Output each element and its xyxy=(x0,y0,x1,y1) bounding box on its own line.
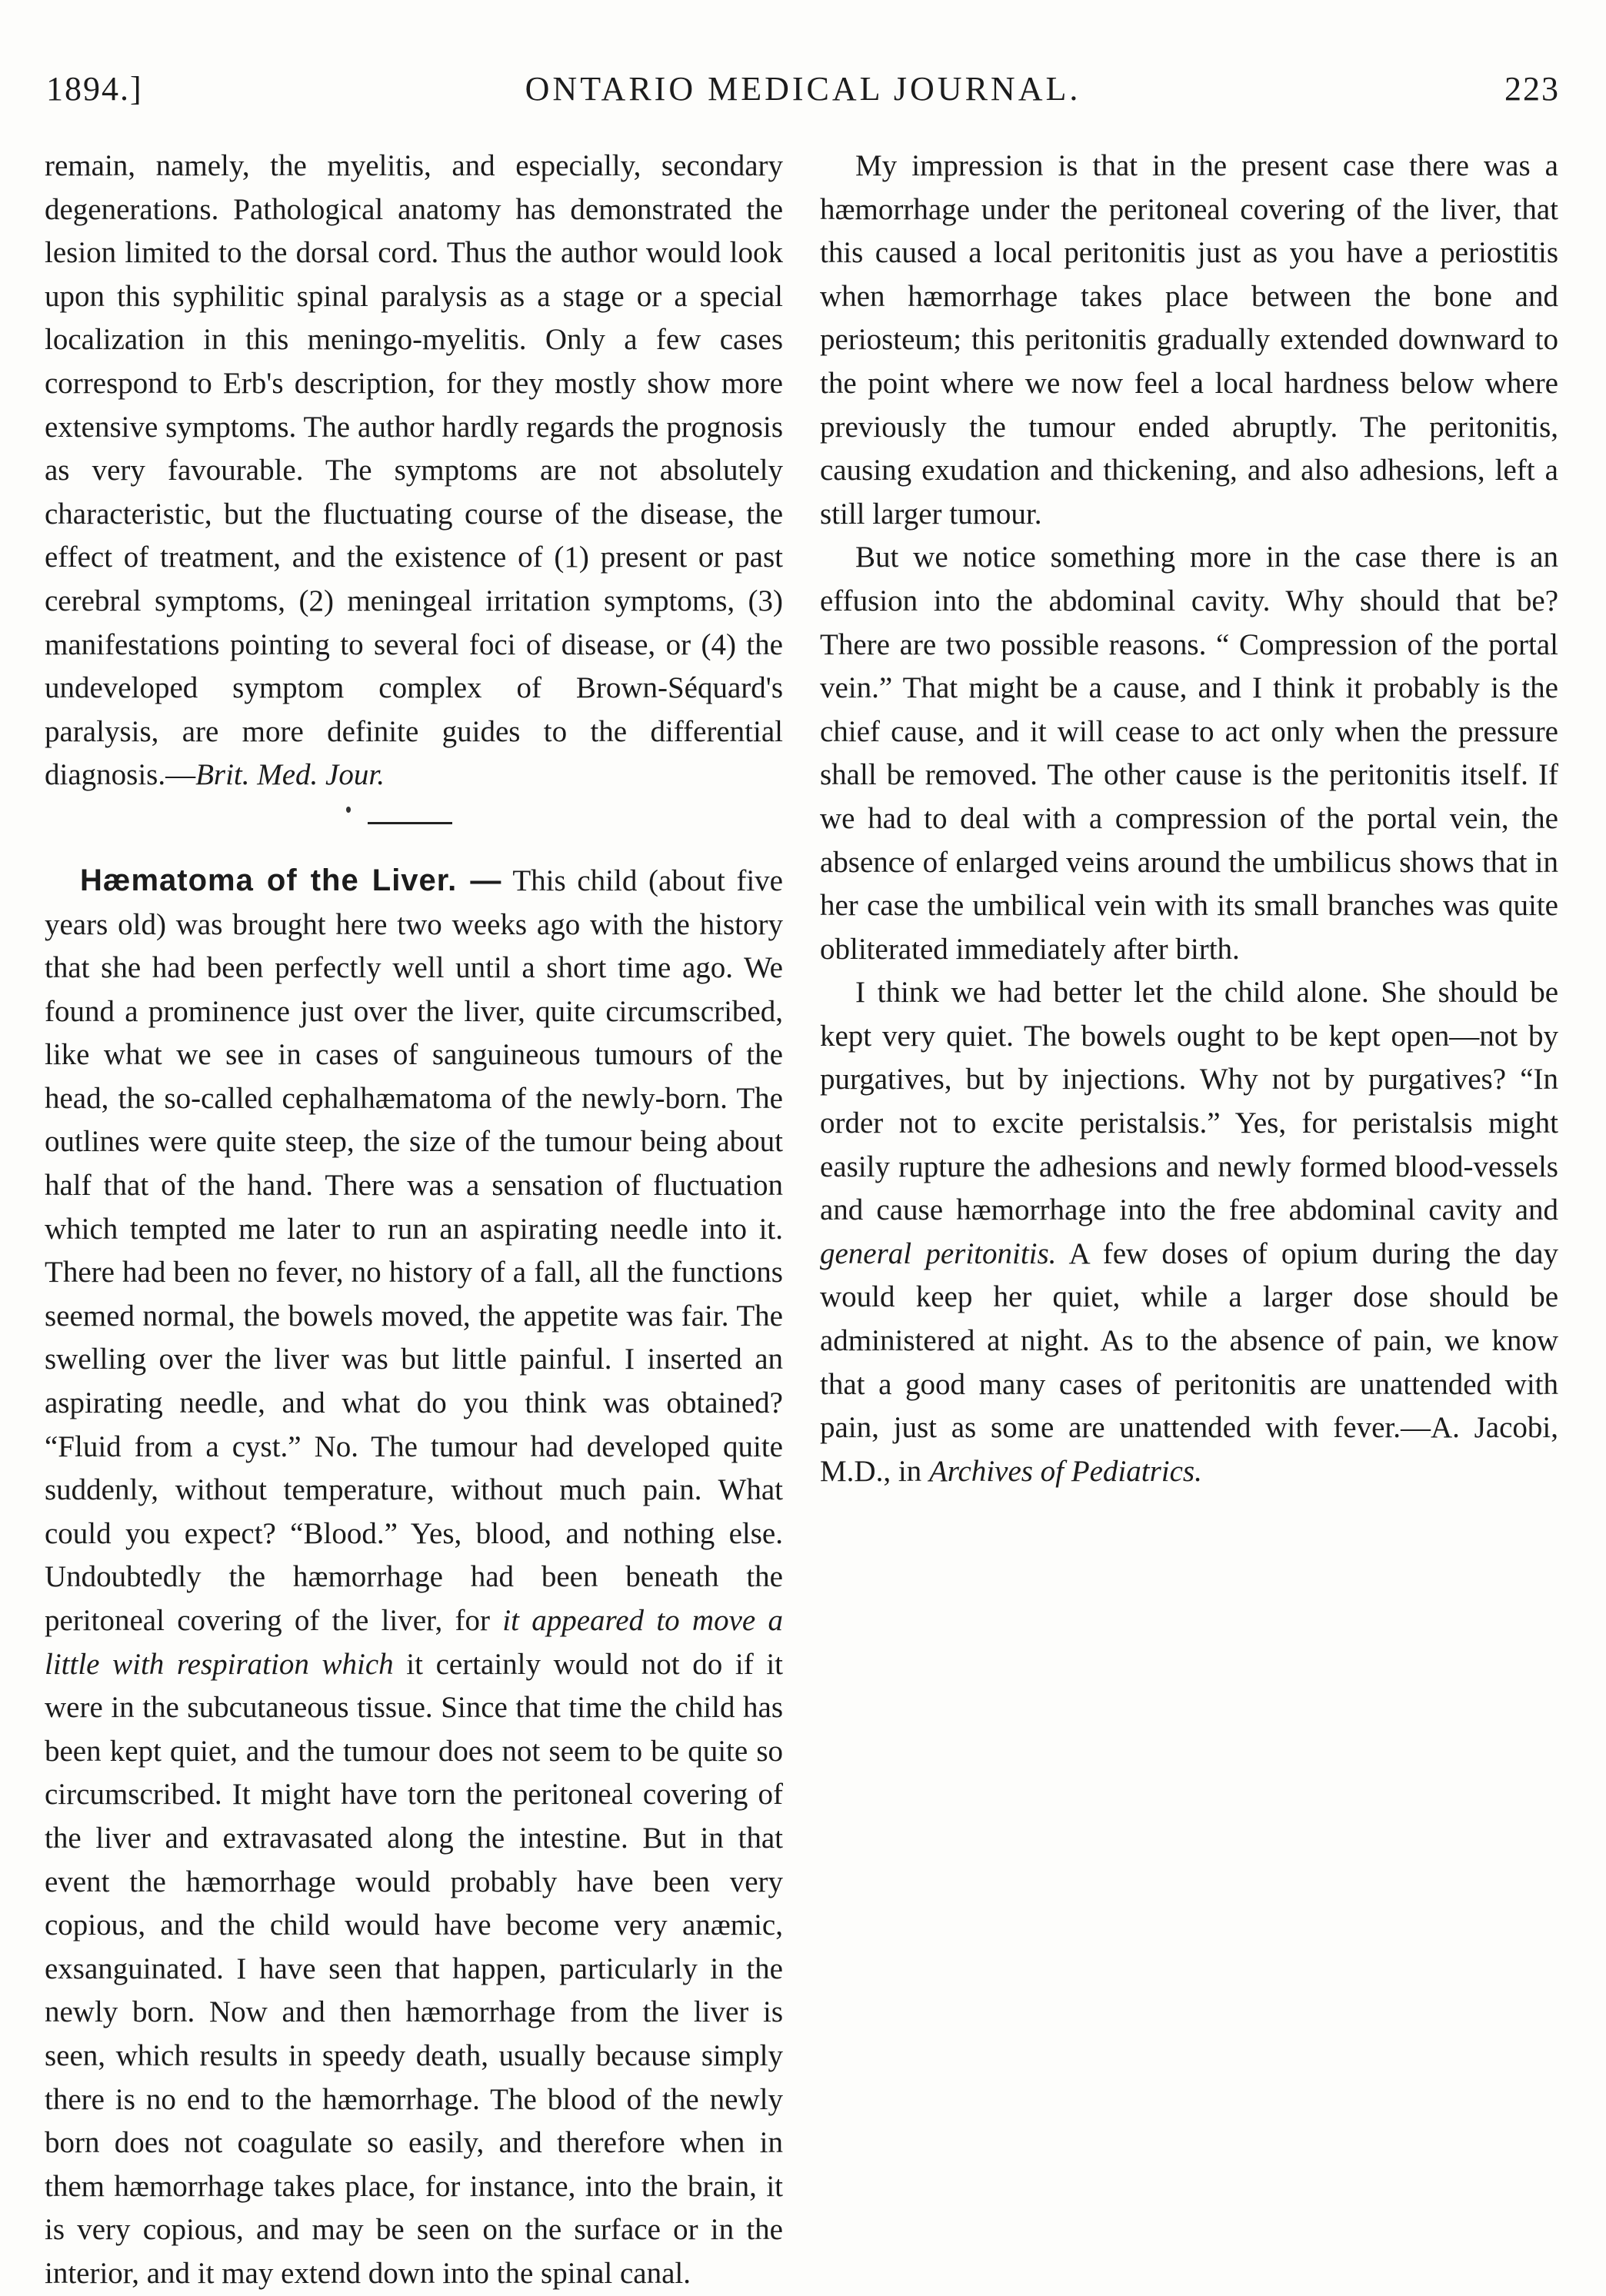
article2-p4-italic: general peritonitis. xyxy=(820,1236,1057,1270)
article1-text: remain, namely, the myelitis, and especially, secondary degenerations. Pathological anatomy has demonstrated the lesion limited to the dorsal cord. Thus the author would look upon this syphilitic spinal paralysis as a stage or a special localization in this meningo-myelitis. Only a few cases correspond to Erb's description, for they mostly show more extensive symptoms. The author hardly regards the prognosis as very favourable. The symptoms are not absolutely characteristic, but the fluctuating course of the disease, the effect of treatment, and the existence of (1) present or past cerebral symptoms, (2) meningeal irritation symptoms, (3) manifestations pointing to several foci of disease, or (4) the undeveloped symptom complex of Brown-Séquard's paralysis, are more definite guides to the differential diagnosis.— xyxy=(45,149,783,792)
right-column xyxy=(820,145,1558,1493)
article2-paragraph-1 xyxy=(45,859,783,2296)
divider-dot xyxy=(346,807,351,813)
journal-title: ONTARIO MEDICAL JOURNAL. xyxy=(525,70,1081,108)
article1-paragraph xyxy=(45,145,783,797)
article2-p1-rest: it certainly would not do if it were in the subcutaneous tissue. Since that time the child has been kept quiet, and the tumour does not seem to be quite so circumscribed. It might have torn the peritoneal covering of the liver and extravasated along the intestine. But in that event the hæmorrhage would probably have been very copious, and the child would have become very anæmic, exsanguinated. I have seen that happen, particularly in the newly born. Now and then hæmorrhage from the liver is seen, which results in speedy death, usually because simply there is no end to the hæmorrhage. The blood of the newly born does not coagulate so easily, and therefore when in them hæmorrhage takes place, for instance, into the brain, it is very copious, and may be seen on the surface or in the interior, and it may extend down into the spinal canal. xyxy=(45,1647,783,2290)
article2-p1-lead: This child (about five years old) was brought here two weeks ago with the history that she had been perfectly well until a short time ago. We found a prominence just over the liver, quite circumscribed, like what we see in cases of sanguineous tumours of the head, the so-called cephalhæmatoma of the newly-born. The outlines were quite steep, the size of the tumour being about half that of the hand. There was a sensation of fluctuation which tempted me later to run an aspirating needle into it. There had been no fever, no history of a fall, all the functions seemed normal, the bowels moved, the appetite was fair. The swelling over the liver was but little painful. I inserted an aspirating needle, and what do you think was obtained? “Fluid from a cyst.” No. The tumour had developed quite suddenly, without temperature, without much pain. What could you expect? “Blood.” Yes, blood, and nothing else. Undoubtedly the hæmorrhage had been beneath the peritoneal covering of the liver, for xyxy=(45,863,783,1637)
article2-paragraph-2: My impression is that in the present case there was a hæmorrhage under the peritoneal covering of the liver, that this caused a local peritonitis just as you have a periostitis when hæmorrhage takes place between the bone and periosteum; this peritonitis gradually extended downward to the point where we now feel a local hardness below where previously the tumour ended abruptly. The peritonitis, causing exudation and thickening, and also adhesions, left a still larger tumour. xyxy=(820,149,1558,531)
running-header xyxy=(0,62,1606,115)
article1-citation: Brit. Med. Jour. xyxy=(195,758,385,792)
article2-p4-lead: I think we had better let the child alone. She should be kept very quiet. The bowels ought to be kept open—not by purgatives, but by injections. Why not by purgatives? “In order not to excite peristalsis.” Yes, for peristalsis might easily rupture the adhesions and newly formed blood-vessels and cause hæmorrhage into the free abdominal cavity and xyxy=(820,976,1558,1227)
section-divider xyxy=(45,797,783,859)
left-column xyxy=(45,145,783,2296)
article2-p4-rest: A few doses of opium during the day would keep her quiet, while a larger dose should be administered at night. As to the absence of pain, we know that a good many cases of peritonitis are unattended with pain, just as some are unattended with fever.—A. Jacobi, M.D., in xyxy=(820,1236,1558,1488)
divider-rule xyxy=(368,822,452,824)
article2-p1-italic: it appeared to move a little with respiration which xyxy=(45,1604,783,1681)
page-number: 223 xyxy=(1504,70,1560,108)
article2-heading: Hæmatoma of the Liver. — xyxy=(80,863,502,897)
article2-source: Archives of Pediatrics. xyxy=(928,1454,1202,1488)
article2-paragraph-3: But we notice something more in the case there is an effusion into the abdominal cavity. Why should that be? There are two possible reasons. “ Compression of the portal vein.” That might be a cause, and I think it probably is the chief cause, and it will cease to act only when the pressure shall be removed. The other cause is the peritonitis itself. If we had to deal with a compression of the portal vein, the absence of enlarged veins around the umbilicus shows that in her case the umbilical vein with its small branches was quite obliterated immediately after birth. xyxy=(820,541,1558,966)
article2-paragraph-4 xyxy=(820,971,1558,1493)
header-year: 1894.] xyxy=(46,70,143,108)
